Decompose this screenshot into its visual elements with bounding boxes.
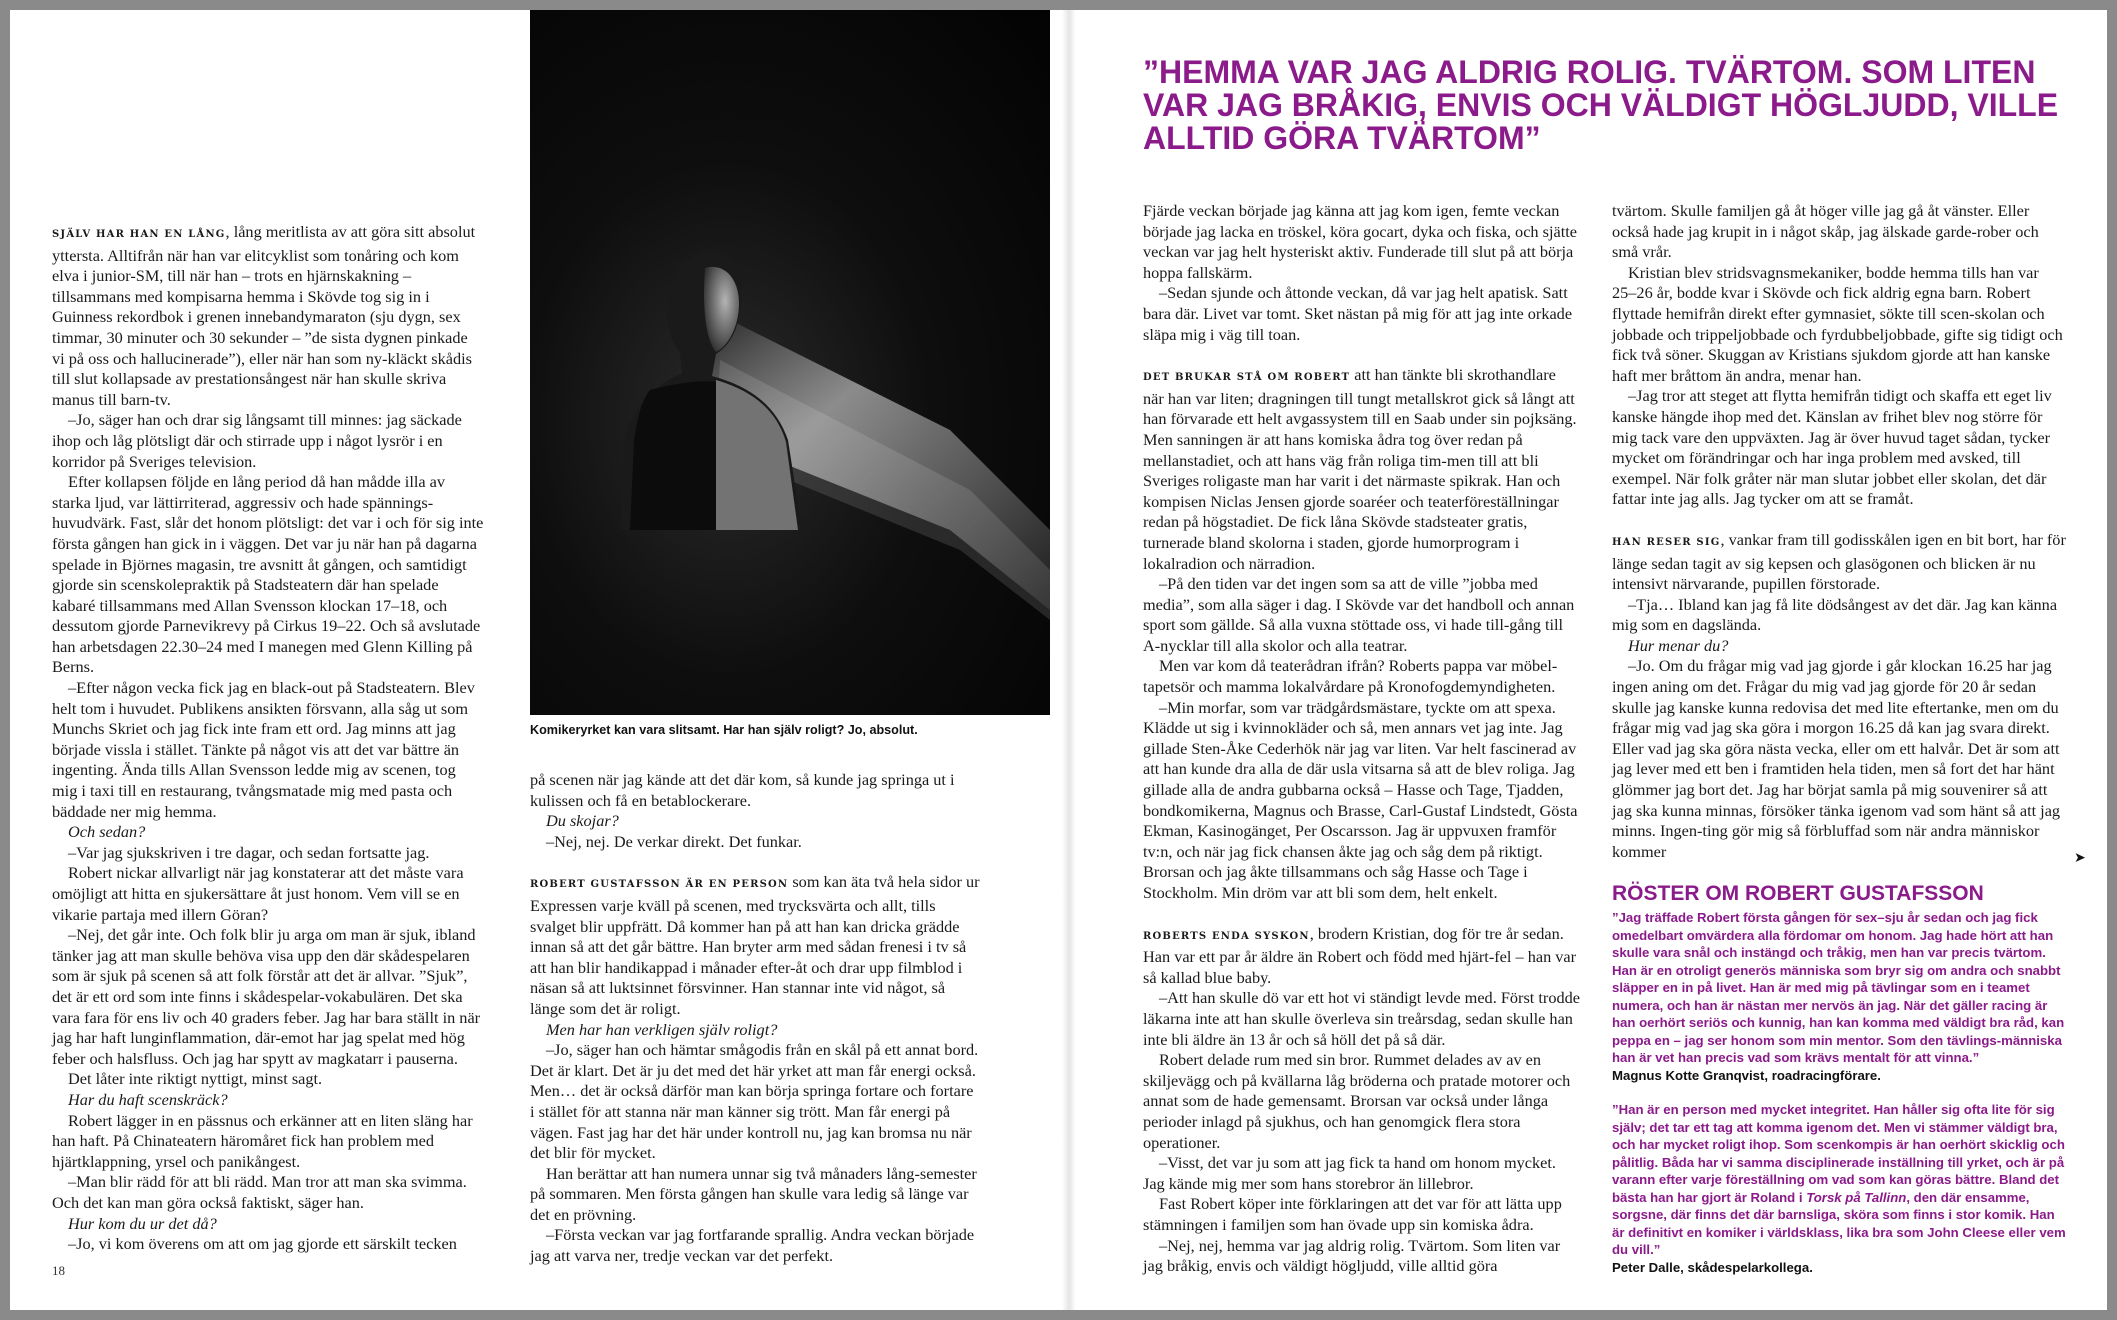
pull-quote: ”HEMMA VAR JAG ALDRIG ROLIG. TVÄRTOM. SOM LITEN VAR JAG BRÅKIG, ENVIS OCH VÄLDIGT HÖGLJUDD, VILLE ALLTID GÖRA TVÄRTOM”: [1143, 54, 2059, 156]
paragraph: Fast Robert köper inte förklaringen att det var för att lätta upp stämningen i familjen som han övade upp sin komiska ådra.: [1143, 1194, 1562, 1234]
paragraph: –Efter någon vecka fick jag en black-out på Stadsteatern. Blev helt tom i huvudet. Publikens ansikten försvann, alla såg ut som Munchs Skriet och jag fick inte fram ett ord. Jag minns att jag började vissla i stället. Tänkte på något vis att det var bättre än ingenting. Ända tills Allan Svensson ledde mig av scenen, tog mig i taxi till en restaurang, tvångsmatade mig med pasta och bäddade ner mig hemma.: [52, 678, 475, 821]
portrait-illustration: [530, 10, 1050, 715]
continue-arrow-icon: ➤: [2074, 850, 2086, 866]
interview-question: Hur menar du?: [1628, 635, 1729, 655]
page-number: 18: [52, 1263, 65, 1278]
testimonial-attribution: Magnus Kotte Granqvist, roadracingförare.: [1612, 1067, 1881, 1083]
testimonial-quote: ”Jag träffade Robert första gången för sex–sju år sedan och jag fick omedelbart omvärdera alla fördomar om honom. Jag hade hört att han skulle vara snål och instängd och tråkig, men han var precis tvärtom. Han är en otroligt generös människa som bryr sig om andra och snabbt släpper en in på livet. Han är med mig på tävlingar som en i teamet numera, och han är nästan mer nervös än jag. När det gäller racing är han oerhört seriös och kunnig, han kan komma med väldigt bra råd, kan peppa en – jag ser honom som min mentor. Som den tävlings-människa han är vet han precis vad som krävs mentalt för att vinna.”: [1612, 910, 2065, 1065]
page-gutter: [1062, 10, 1076, 1310]
magazine-spread: [10, 10, 2107, 1310]
paragraph: –Sedan sjunde och åttonde veckan, då var jag helt apatisk. Satt bara där. Livet var tomt. Sket nästan på mig för att jag inte orkade släpa mig i väg till toan.: [1143, 283, 1573, 344]
paragraph: [530, 872, 980, 1019]
quote-text: , den där ensamme, sorgsne, där finns det där barnsliga, sköra som finns i stor komik. Han är definitivt en komiker i världsklass, lika bra som John Cleese eller vem du vill.”: [1612, 1189, 2066, 1257]
paragraph: [1612, 530, 2067, 595]
interview-question: Men har han verkligen själv roligt?: [546, 1019, 778, 1039]
lead-in: DET BRUKAR STÅ OM ROBERT: [1143, 372, 1351, 384]
article-column-2: [530, 770, 980, 1267]
paragraph-text: att han tänkte bli skrothandlare när han var liten; dragningen till tungt metallskrot gick så långt att han förvarade ett helt avgassystem till en Saab under sin pojksäng. Men sanningen är att hans komiska ådra tog över redan på mellanstadiet, och att hans väg från roliga tim-men till att bli Sveriges roligaste man har varit i det närmaste spikrak. Han och kompisen Niclas Jensen gjorde soaréer och teaterföreställningar redan på högstadiet. De fick låna Skövde stadsteater gratis, turnerade bland skolorna i staden, gjorde humorprogram i lokalradion och närradion.: [1143, 365, 1577, 573]
paragraph: –Jo. Om du frågar mig vad jag gjorde i går klockan 16.25 har jag ingen aning om det. Frågar du mig vad jag gjorde för 20 år sedan skulle jag kanske kunna redovisa det med lite eftertanke, men om du frågar mig vad jag ska göra i morgon 16.25 då kan jag svara direkt. Eller vad jag ska göra nästa vecka, eller om ett halvår. Det är som att jag lever med ett ben i framtiden hela tiden, men så fort det har hänt glömmer jag bort det. Jag har börjat samla på mig souvenirer så att jag ska kunna minnas, försöker tänka igenom vad som hänt så att jag minns. Ingen-ting gör mig så förbluffad som när andra människor kommer: [1612, 656, 2061, 861]
paragraph: –Nej, det går inte. Och folk blir ju arga om man är sjuk, ibland tänker jag att man skulle behöva visa upp den där skådespelaren som är sjuk på scenen så att folk förstår att det är allvar. ”Sjuk”, det är ett ord som inte finns i skådespelar-vokabulären. Det ska vara fara för ens liv och 40 graders feber. Jag har bara ställt in när jag har haft lunginflammation, där-emot har jag spelat med hög feber och halsfluss. Och jag har spytt av magkatarr i pauserna.: [52, 925, 481, 1068]
paragraph: –Man blir rädd för att bli rädd. Man tror att man ska svimma. Och det kan man göra också faktiskt, säger han.: [52, 1172, 467, 1212]
paragraph: –Jag tror att steget att flytta hemifrån tidigt och skaffa ett eget liv kanske hängde ihop med det. Känslan av frihet blev nog större för mig tack vare den uppväxten. Jag är över huvud taget sådan, tycker mycket om förändringar och har inga problem med avsked, till exempel. När folk gråter när man slutar jobbet eller skolan, det där fattar inte jag alls. Jag tycker om att se framåt.: [1612, 386, 2052, 509]
article-column-4: [1612, 201, 2067, 862]
paragraph: Men var kom då teaterådran ifrån? Roberts pappa var möbel-tapetsör och mamma lokalvårdare på Kronofogdemyndigheten.: [1143, 656, 1558, 697]
paragraph-text: , lång meritlista av att göra sitt absolut yttersta. Alltifrån när han var elitcyklist som tonåring och kom elva i junior-SM, till när han – trots en hjärnskakning – tillsammans med kompisarna hemma i Skövde tog sig in i Guinness rekordbok i grenen innebandymaraton (sju dygn, sex timmar, 30 minuter och 30 sekunder – ”de sista dygnen pinkade vi på oss och hallucinerade”), eller när han som ny-kläckt skådis till slut kollapsade av prestationsångest när han skulle skriva manus till barn-tv.: [52, 222, 476, 409]
sidebar-heading: RÖSTER OM ROBERT GUSTAFSSON: [1612, 882, 1984, 905]
paragraph: –Var jag sjukskriven i tre dagar, och sedan fortsatte jag.: [68, 842, 430, 862]
interview-question: Du skojar?: [546, 811, 619, 831]
paragraph: –Jo, vi kom överens om att om jag gjorde ett särskilt tecken: [68, 1234, 457, 1254]
paragraph: Han berättar att han numera unnar sig två månaders lång-semester på sommaren. Men första gången han skulle vara ledig så länge var det en prövning.: [530, 1163, 977, 1224]
interview-question: Och sedan?: [68, 822, 146, 842]
paragraph: Kristian blev stridsvagnsmekaniker, bodde hemma tills han var 25–26 år, bodde kvar i Skövde och fick aldrig egna barn. Robert flyttade hemifrån direkt efter gymnasiet, sökte till scen-skolan och jobbade och trippeljobbade och fyrdubbeljobbade, gifte sig tidigt och fick två söner. Skuggan av Kristians sjukdom gjorde att han kanske haft mer bråttom än andra, menar han.: [1612, 262, 2063, 385]
paragraph-text: , vankar fram till godisskålen igen en bit bort, har för länge sedan tagit av sig kepsen och glasögonen och blicken är nu intensivt närvarande, pupillen förstorade.: [1612, 529, 2066, 594]
paragraph: –På den tiden var det ingen som sa att de ville ”jobba med media”, som alla säger i dag. I Skövde var det handboll och annan sport som gällde. Så alla vuxna stöttade oss, vi hade till-gång till A-nycklar till alla skolor och alla teatrar.: [1143, 574, 1575, 655]
work-title: Torsk på Tallinn: [1806, 1189, 1907, 1205]
testimonial-quote: [1612, 1101, 2067, 1259]
lead-in: ROBERTS ENDA SYSKON: [1143, 930, 1310, 942]
paragraph: –Första veckan var jag fortfarande sprallig. Andra veckan började jag att varva ner, tredje veckan var det perfekt.: [530, 1225, 975, 1266]
paragraph: –Nej, nej, hemma var jag aldrig rolig. Tvärtom. Som liten var jag bråkig, envis och väldigt högljudd, ville alltid göra: [1143, 1235, 1561, 1276]
paragraph-text: som kan äta två hela sidor ur Expressen varje kväll på scenen, med trycksvärta och allt, tills svalget blir uppfrätt. Då kommer han på att han kan dricka grädde innan så att det går bättre. Han bryter arm med sådan frenesi i tv så att han blir handikappad i månader efter-åt och drar upp filmblod i näsan så att luktsinnet försvinner. Han stannar inte vid något, så länge som det är roligt.: [530, 872, 980, 1018]
interview-question: Har du haft scenskräck?: [68, 1089, 228, 1109]
paragraph: Robert delade rum med sin bror. Rummet delades av av en skiljevägg och på kvällarna låg bröderna och pratade motorer och annat som de hade gemensamt. Brorsan var också under långa perioder inlagd på sjukhus, och han genomgick flera stora operationer.: [1143, 1050, 1571, 1152]
lead-in: HAN RESER SIG: [1612, 536, 1721, 548]
paragraph: –Jo, säger han och hämtar smågodis från en skål på ett annat bord. Det är klart. Det är ju det med det här yrket att man får energi också. Men… det är också därför man kan börja springa fortare och fortare i stället för att stanna när man känner sig trött. Man får energi på vägen. Fast jag har det här under kontroll nu, jag kan bromsa nu när det blir för mycket.: [530, 1040, 979, 1163]
article-column-3: [1143, 201, 1580, 1277]
paragraph: Robert lägger in en pässnus och erkänner att en liten släng har han haft. På Chinateatern häromåret fick han problem med hjärtklappning, yrsel och panikångest.: [52, 1110, 473, 1171]
paragraph: tvärtom. Skulle familjen gå åt höger ville jag gå åt vänster. Eller också hade jag krupit in i något skåp, jag älskade garde-rober och små vrår.: [1612, 201, 2039, 262]
portrait-photo: [530, 10, 1050, 715]
voices-sidebar: [1612, 882, 2067, 1293]
paragraph: Det låter inte riktigt nyttigt, minst sagt.: [68, 1069, 323, 1089]
paragraph: –Att han skulle dö var ett hot vi ständigt levde med. Först trodde läkarna inte att han skulle överleva sin treårsdag, sedan skulle han inte bli äldre än 13 år och så höll det på så där.: [1143, 988, 1580, 1049]
interview-question: Hur kom du ur det då?: [68, 1213, 217, 1233]
photo-caption: Komikeryrket kan vara slitsamt. Har han själv roligt? Jo, absolut.: [530, 723, 918, 737]
lead-in: ROBERT GUSTAFSSON ÄR EN PERSON: [530, 879, 789, 891]
paragraph: –Min morfar, som var trädgårdsmästare, tyckte om att spexa. Klädde ut sig i kvinnokläder och så, men annars vet jag inte. Jag gillade Sten-Åke Cederhök när jag var liten. Var helt fascinerad av att han kunde dra alla de där usla vitsarna så att de blev roliga. Jag gillade alla de andra gubbarna också – Hasse och Tage, Tjadden, bondkomikerna, Magnus och Brasse, Carl-Gustaf Lindstedt, Gösta Ekman, Kasinogänget, Per Oscarsson. Jag är uppvuxen framför tv:n, och när jag fick chansen åkte jag och såg dem på riktigt. Brorsan och jag åkte tillsammans och såg Hasse och Tage i Stockholm. Min dröm var att bli som dem, helt enkelt.: [1143, 697, 1578, 902]
paragraph: [1143, 924, 1580, 989]
paragraph-text: , brodern Kristian, dog för tre år sedan. Han var ett par år äldre än Robert och född med hjärt-fel – han var så kallad blue baby.: [1143, 923, 1577, 987]
paragraph: Robert nickar allvarligt när jag konstaterar att det måste vara omöjligt att hitta en sjukersättare åt just honom. Vem vill se en vikarie partaja med illern Göran?: [52, 863, 464, 924]
paragraph: Efter kollapsen följde en lång period då han mådde illa av starka ljud, var lättirriterad, aggressiv och hade spännings-huvudvärk. Fast, slår det honom plötsligt: det var i och för sig inte första gången han gick in i väggen. Det var ju när han på dagarna spelade in Björnes magasin, tre avsnitt åt gången, och samtidigt gjorde sin scenskolepraktik på Stadsteatern där han spelade kabaré tillsammans med Allan Svensson klockan 17–18, och dessutom gjorde Parnevikrevy på Cirkus 19–22. Och så avslutade han arbetsdagen 22.30–24 med I manegen med Glenn Killing på Berns.: [52, 472, 484, 677]
article-column-1: [52, 222, 484, 1255]
paragraph: [1143, 365, 1580, 574]
quote-text: ”Han är en person med mycket integritet. Han håller sig ofta lite för sig själv; det tar ett tag att komma igenom det. Men vi stämmer väldigt bra, och har mycket roligt ihop. Som scenkompis är han oerhört skicklig och pålitlig. Båda har vi samma disciplinerade inställning till yrket, och är på varann efter varje föreställning om vad som kan göras bättre. Bland det bästa han har gjort är Roland i: [1612, 1102, 2065, 1205]
paragraph: [52, 222, 484, 410]
paragraph: –Visst, det var ju som att jag fick ta hand om honom mycket. Jag kände mig mer som hans storebror än lillebror.: [1143, 1153, 1556, 1193]
paragraph: på scenen när jag kände att det där kom, så kunde jag springa ut i kulissen och få en betablockerare.: [530, 770, 955, 810]
paragraph: –Nej, nej. De verkar direkt. Det funkar.: [546, 831, 802, 851]
testimonial-attribution: Peter Dalle, skådespelarkollega.: [1612, 1259, 1813, 1275]
paragraph: –Tja… Ibland kan jag få lite dödsångest av det där. Jag kan känna mig som en dagslända.: [1612, 594, 2058, 635]
lead-in: SJÄLV HAR HAN EN LÅNG: [52, 229, 226, 240]
paragraph: –Jo, säger han och drar sig långsamt till minnes: jag säckade ihop och låg plötsligt där och stirrade upp i något lysrör i en korridor på Sveriges television.: [52, 410, 462, 471]
paragraph: Fjärde veckan började jag känna att jag kom igen, femte veckan började jag lacka en tröskel, köra gocart, dyka och fiska, och sjätte veckan var jag helt hysteriskt aktiv. Funderade till slut på att börja hoppa fallskärm.: [1143, 201, 1577, 282]
